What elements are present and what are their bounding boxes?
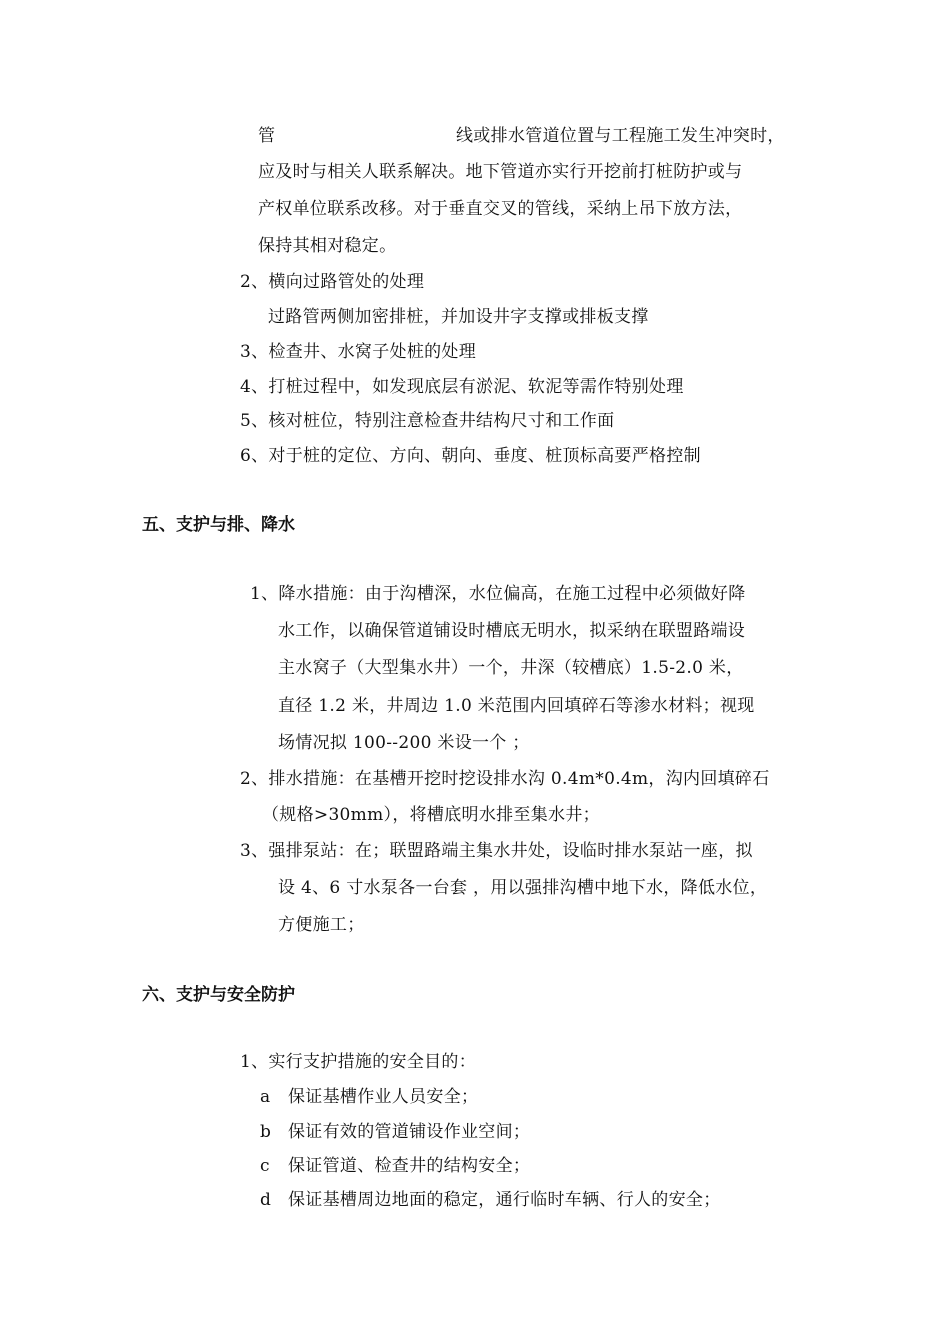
sub-list-item	[260, 1087, 478, 1107]
list-item-detail: 过路管两侧加密排桩，并加设井字支撑或排板支撑	[268, 307, 649, 327]
paragraph-line: 应及时与相关人联系解决。地下管道亦实行开挖前打桩防护或与	[258, 162, 743, 182]
sub-item-text: 保证有效的管道铺设作业空间；	[288, 1122, 531, 1142]
paragraph-line: 直径 1.2 米，井周边 1.0 米范围内回填碎石等渗水材料；视现	[278, 696, 755, 716]
sub-item-text: 保证基槽作业人员安全；	[288, 1087, 479, 1107]
paragraph-line	[456, 126, 785, 146]
section-heading: 六、支护与安全防护	[142, 985, 295, 1005]
list-item: 2、横向过路管处的处理	[240, 272, 425, 292]
sub-item-text: 保证管道、检查井的结构安全；	[288, 1156, 531, 1176]
list-item: 6、对于桩的定位、方向、朝向、垂度、桩顶标高要严格控制	[240, 446, 701, 466]
list-item: 5、核对桩位，特别注意检查井结构尺寸和工作面	[240, 411, 615, 431]
section-heading: 五、支护与排、降水	[142, 515, 295, 535]
text-fragment: 线或排水管道位置与工程施工发生冲突时，	[456, 126, 785, 146]
sub-item-text: 保证基槽周边地面的稳定，通行临时车辆、行人的安全；	[288, 1190, 721, 1210]
paragraph-line: 主水窝子（大型集水井）一个，井深（较槽底）1.5-2.0 米，	[278, 658, 744, 678]
paragraph-line: 场情况拟 100--200 米设一个 ；	[278, 733, 530, 753]
sub-list-item	[260, 1190, 721, 1210]
paragraph-line: 保持其相对稳定。	[258, 236, 397, 256]
list-item: 1、降水措施：由于沟槽深，水位偏高，在施工过程中必须做好降	[250, 584, 746, 604]
sub-item-letter: b	[260, 1122, 272, 1142]
paragraph-line: 方便施工；	[278, 915, 365, 935]
list-item: 4、打桩过程中，如发现底层有淤泥、软泥等需作特别处理	[240, 377, 684, 397]
paragraph-line: 设 4、6 寸水泵各一台套 ，用以强排沟槽中地下水，降低水位，	[278, 878, 768, 898]
paragraph-line: （规格>30mm），将槽底明水排至集水井；	[262, 805, 600, 825]
list-item: 3、强排泵站：在；联盟路端主集水井处，设临时排水泵站一座，拟	[240, 841, 753, 861]
sub-list-item	[260, 1122, 530, 1142]
list-item: 3、检查井、水窝子处桩的处理	[240, 342, 477, 362]
text-fragment: 管	[258, 126, 276, 146]
sub-item-letter: a	[260, 1087, 271, 1107]
sub-item-letter: c	[260, 1156, 270, 1176]
list-item: 1、实行支护措施的安全目的：	[240, 1052, 477, 1072]
list-item: 2、排水措施：在基槽开挖时挖设排水沟 0.4m*0.4m，沟内回填碎石	[240, 769, 770, 789]
paragraph-line	[258, 126, 275, 146]
sub-list-item	[260, 1156, 530, 1176]
paragraph-line: 产权单位联系改移。对于垂直交叉的管线，采纳上吊下放方法，	[258, 199, 743, 219]
paragraph-line: 水工作，以确保管道铺设时槽底无明水，拟采纳在联盟路端设	[278, 621, 746, 641]
sub-item-letter: d	[260, 1190, 272, 1210]
